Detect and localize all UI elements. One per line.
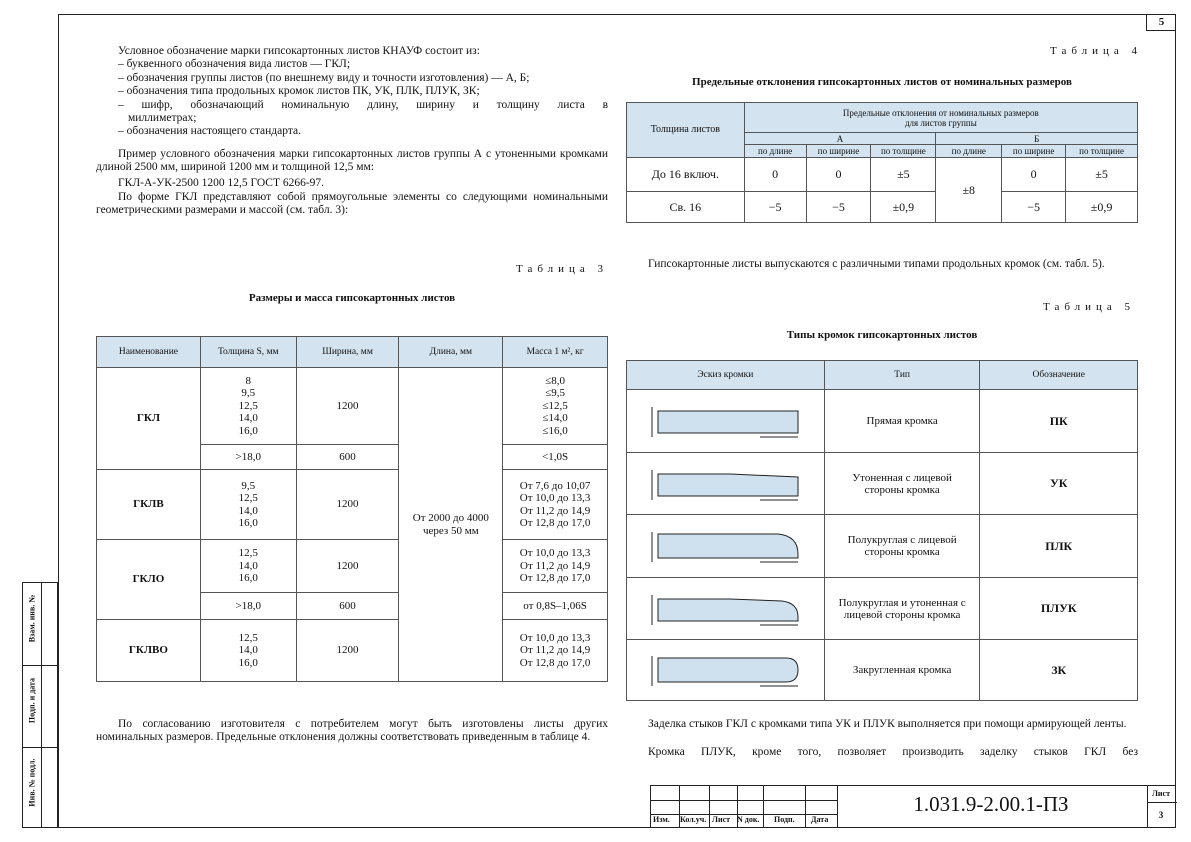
cell-value: ≤16,0 [542, 424, 568, 437]
note-left: По согласованию изготовителя с потребителем могут быть изготовлены листы других номинальных размеров. Предельные отклонения должны соответствовать приведенным в таблице 4. [96, 718, 608, 744]
note-right-2: Кромка ПЛУК, кроме того, позволяет производить заделку стыков ГКЛ без [648, 746, 1138, 758]
table4-cell: ±5 [1066, 158, 1138, 192]
table3-thickness [200, 470, 296, 540]
table3-thickness [200, 540, 296, 593]
edge-straight-icon [650, 403, 800, 439]
cell-value: 16,0 [238, 424, 258, 437]
cell-value: 16,0 [238, 572, 258, 585]
table3-mass [503, 540, 608, 593]
cell-value: От 11,2 до 14,9 [520, 504, 591, 517]
table4-cell: −5 [744, 192, 806, 223]
col-label: Дата [811, 815, 829, 824]
table4-header: по толщине [1066, 145, 1138, 158]
cell-value: ≤14,0 [542, 412, 568, 425]
table3-header: Толщина S, мм [200, 337, 296, 368]
cell-value: 12,5 [238, 492, 258, 505]
table5 [626, 360, 1138, 701]
table4-caption: Таблица 4 [1050, 45, 1143, 57]
edge-semicircular-icon [650, 528, 800, 564]
cell-value: 12,5 [238, 547, 258, 560]
cell-value: От 10,0 до 13,3 [519, 492, 591, 505]
table5-title: Типы кромок гипсокартонных листов [786, 329, 978, 341]
cell-value: 16,0 [238, 656, 258, 669]
cell-value: От 10,0 до 13,3 [519, 547, 591, 560]
cell-value: 8 [245, 374, 251, 387]
edge-sketch-pluk [627, 578, 825, 640]
intro-line: – обозначения типа продольных кромок листов ПК, УК, ПЛК, ПЛУК, ЗК; [118, 85, 480, 98]
edge-sketch-uk [627, 453, 825, 515]
table3-header: Наименование [97, 337, 201, 368]
table4-title: Предельные отклонения гипсокартонных листов от номинальных размеров [692, 76, 1072, 88]
cell-value: ≤12,5 [542, 399, 568, 412]
table3-mass [503, 620, 608, 682]
table3-header: Ширина, мм [296, 337, 399, 368]
table5-code: УК [980, 453, 1138, 515]
edge-tapered-icon [650, 466, 800, 502]
table4-row-label: До 16 включ. [627, 158, 745, 192]
table3-mass: от 0,8S–1,06S [503, 593, 608, 620]
table4-cell: −5 [1002, 192, 1066, 223]
sheet-label: Лист [1151, 789, 1171, 798]
example-text: Пример условного обозначения марки гипсокартонных листов группы А с утоненными кромками длиной 2500 мм, шириной 1200 мм и толщиной 12,5 мм: [96, 148, 608, 174]
table4-header-top [744, 103, 1137, 133]
table3-thickness: >18,0 [200, 445, 296, 470]
table3-width: 1200 [296, 540, 399, 593]
table4-header-group-a: А [744, 133, 936, 145]
sheet-number: 3 [1158, 810, 1164, 820]
edges-text: Гипсокартонные листы выпускаются с различными типами продольных кромок (см. табл. 5). [648, 258, 1105, 270]
note-right-1: Заделка стыков ГКЛ с кромками типа УК и ПЛУК выполняется при помощи армирующей ленты. [648, 718, 1127, 730]
edge-semicircular-tapered-icon [650, 591, 800, 627]
table3-title: Размеры и масса гипсокартонных листов [248, 292, 456, 304]
table5-type: Полукруглая с лицевой стороны кромка [824, 515, 980, 578]
example-code: ГКЛ-А-УК-2500 1200 12,5 ГОСТ 6266-97. [118, 177, 325, 189]
table5-header: Тип [824, 361, 980, 390]
table4-cell: 0 [1002, 158, 1066, 192]
table4-header-thickness: Толщина листов [627, 103, 745, 158]
table3-thickness [200, 620, 296, 682]
col-label: N док. [737, 815, 760, 824]
cell-value: ≤9,5 [545, 387, 565, 400]
table3-width: 600 [296, 445, 399, 470]
table4-cell: ±8 [936, 158, 1002, 223]
col-label: Изм. [653, 815, 670, 824]
col-label: Кол.уч. [680, 815, 707, 824]
cell-value: 14,0 [238, 504, 258, 517]
table3-name: ГКЛВ [97, 470, 201, 540]
header-line: для листов группы [904, 117, 977, 128]
table3-mass [503, 470, 608, 540]
intro-line: Условное обозначение марки гипсокартонных листов КНАУФ состоит из: [118, 45, 480, 57]
table4-header-group-b: Б [936, 133, 1138, 145]
document-code: 1.031.9-2.00.1-ПЗ [913, 792, 1069, 816]
cell-value: 9,5 [241, 387, 256, 400]
table4-header: по ширине [1002, 145, 1066, 158]
cell-value: 14,0 [238, 559, 258, 572]
edge-sketch-pk [627, 390, 825, 453]
margin-stamp-fields [41, 582, 58, 828]
table3-thickness: >18,0 [200, 593, 296, 620]
table4-header: по ширине [806, 145, 871, 158]
cell-value: 12,5 [238, 399, 258, 412]
form-text: По форме ГКЛ представляют собой прямоугольные элементы со следующими номинальными геометрическими размерами и массой (см. табл. 3): [96, 191, 608, 217]
cell-value: От 10,0 до 13,3 [519, 631, 591, 644]
table3-name: ГКЛО [97, 540, 201, 620]
intro-line: – шифр, обозначающий номинальную длину, ширину и толщину листа в [118, 98, 608, 111]
cell-value: От 11,2 до 14,9 [520, 559, 591, 572]
table5-header: Обозначение [980, 361, 1138, 390]
table3-width: 1200 [296, 470, 399, 540]
edge-sketch-plk [627, 515, 825, 578]
edge-sketch-zk [627, 640, 825, 701]
table5-code: ПЛУК [980, 578, 1138, 640]
table4-cell: ±0,9 [871, 192, 936, 223]
table3-mass: <1,0S [503, 445, 608, 470]
stamp-label-replace: Взам. инв. № [27, 594, 37, 643]
table3-name: ГКЛВО [97, 620, 201, 682]
table4-cell: 0 [806, 158, 871, 192]
intro-line: – обозначения группы листов (по внешнему виду и точности изготовления) — А, Б; [118, 71, 530, 84]
cell-value: 12,5 [238, 631, 258, 644]
intro-line: миллиметрах; [128, 112, 197, 125]
page-number: 5 [1146, 14, 1176, 31]
table3 [96, 336, 608, 682]
stamp-label-inventory: Инв. № подл. [27, 758, 37, 807]
cell-value: 16,0 [238, 516, 258, 529]
table3-length: От 2000 до 4000 через 50 мм [399, 368, 503, 682]
intro-block [118, 45, 608, 139]
col-label: Подп. [774, 815, 795, 824]
cell-value: От 12,8 до 17,0 [519, 516, 591, 529]
table4-cell: −5 [806, 192, 871, 223]
table5-type: Закругленная кромка [824, 640, 980, 701]
table5-header: Эскиз кромки [627, 361, 825, 390]
cell-value: 14,0 [238, 644, 258, 657]
table3-width: 600 [296, 593, 399, 620]
table5-code: ЗК [980, 640, 1138, 701]
table3-width: 1200 [296, 368, 399, 445]
intro-line: – обозначения настоящего стандарта. [118, 125, 301, 138]
table5-type: Полукруглая и утоненная с лицевой стороны кромка [824, 578, 980, 640]
table3-name: ГКЛ [97, 368, 201, 470]
table4-cell: ±0,9 [1066, 192, 1138, 223]
cell-value: От 12,8 до 17,0 [519, 656, 591, 669]
table5-code: ПК [980, 390, 1138, 453]
edge-rounded-icon [650, 652, 800, 688]
table3-thickness [200, 368, 296, 445]
table4-row-label: Св. 16 [627, 192, 745, 223]
col-label: Лист [712, 815, 731, 824]
table3-mass [503, 368, 608, 445]
table4-header: по длине [936, 145, 1002, 158]
table3-header: Длина, мм [399, 337, 503, 368]
table4-header: по толщине [871, 145, 936, 158]
table4-cell: 0 [744, 158, 806, 192]
table4 [626, 102, 1138, 223]
cell-value: От 12,8 до 17,0 [519, 572, 591, 585]
table5-code: ПЛК [980, 515, 1138, 578]
table3-header: Масса 1 м², кг [503, 337, 608, 368]
table3-width: 1200 [296, 620, 399, 682]
cell-value: От 11,2 до 14,9 [520, 644, 591, 657]
cell-value: От 7,6 до 10,07 [519, 479, 591, 492]
table5-caption: Таблица 5 [1043, 301, 1136, 313]
table5-type: Утоненная с лицевой стороны кромка [824, 453, 980, 515]
table5-type: Прямая кромка [824, 390, 980, 453]
cell-value: ≤8,0 [545, 374, 565, 387]
cell-value: 9,5 [241, 479, 256, 492]
header-line: Предельные отклонения от номинальных размеров [842, 107, 1039, 118]
table3-caption: Таблица 3 [516, 263, 609, 275]
intro-line: – буквенного обозначения вида листов — ГКЛ; [118, 58, 351, 71]
stamp-label-sign-date: Подп. и дата [27, 677, 37, 724]
cell-value: 14,0 [238, 412, 258, 425]
table4-cell: ±5 [871, 158, 936, 192]
table4-header: по длине [744, 145, 806, 158]
